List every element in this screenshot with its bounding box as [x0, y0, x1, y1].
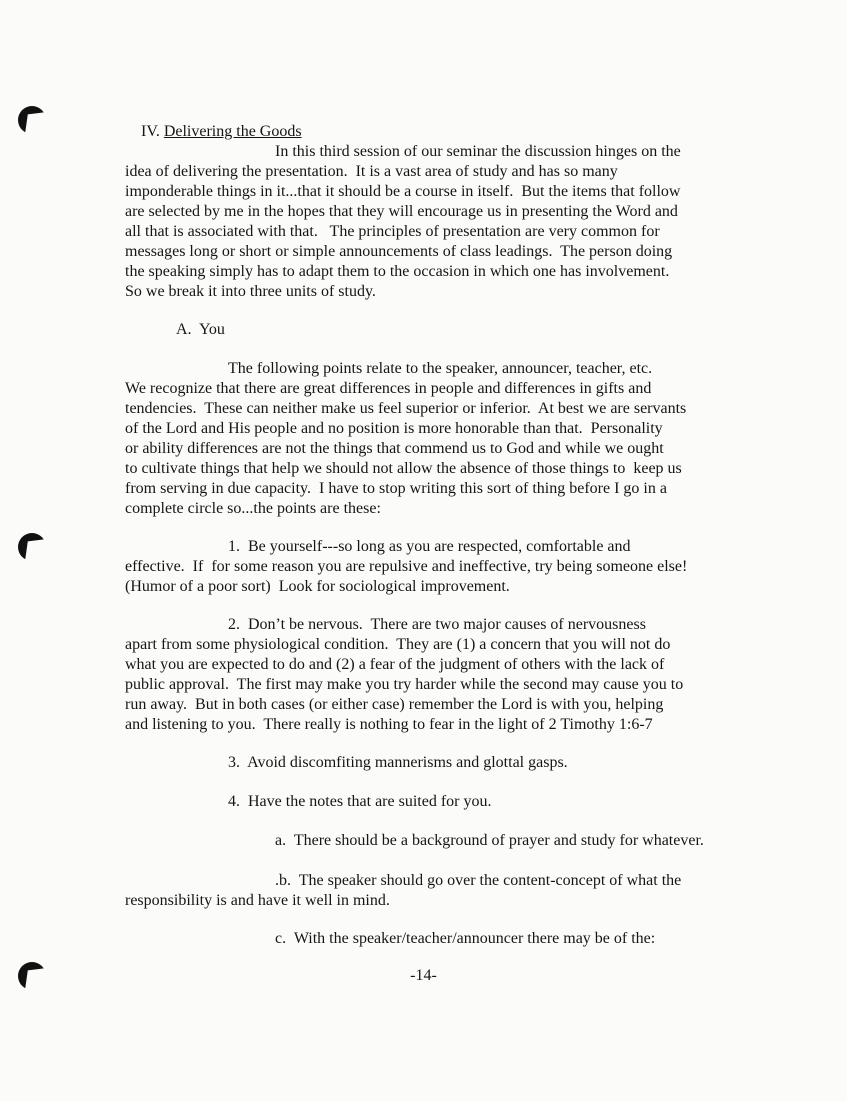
paragraph-line: or ability differences are not the things that commend us to God and while we ought	[125, 440, 664, 457]
paragraph-line: messages long or short or simple announcements of class leadings. The person doing	[125, 243, 673, 260]
paragraph-line: The following points relate to the speaker, announcer, teacher, etc.	[228, 360, 653, 377]
paragraph-line: tendencies. These can neither make us feel superior or inferior. At best we are servants	[125, 400, 687, 417]
point-1-line: (Humor of a poor sort) Look for sociological improvement.	[125, 578, 510, 595]
punch-hole-middle	[18, 533, 46, 561]
paragraph-line: all that is associated with that. The principles of presentation are very common for	[125, 223, 660, 240]
paragraph-line: We recognize that there are great differences in people and differences in gifts and	[125, 380, 652, 397]
paragraph-line: the speaking simply has to adapt them to the occasion in which one has involvement.	[125, 263, 670, 280]
point-4: 4. Have the notes that are suited for you.	[228, 793, 492, 810]
paragraph-line: from serving in due capacity. I have to stop writing this sort of thing before I go in a	[125, 480, 667, 497]
paragraph-line: are selected by me in the hopes that they will encourage us in presenting the Word and	[125, 203, 678, 220]
section-title: Delivering the Goods	[163, 123, 302, 140]
paragraph-line: imponderable things in it...that it should be a course in itself. But the items that follow	[125, 183, 681, 200]
item-b-line: .b. The speaker should go over the content-concept of what the	[275, 872, 682, 889]
point-1-line: 1. Be yourself---so long as you are respected, comfortable and	[228, 538, 631, 555]
paragraph-line: idea of delivering the presentation. It is a vast area of study and has so many	[125, 163, 618, 180]
point-2-line: 2. Don’t be nervous. There are two major causes of nervousness	[228, 616, 646, 633]
point-3: 3. Avoid discomfiting mannerisms and glottal gasps.	[228, 754, 568, 771]
paragraph-line: to cultivate things that help we should not allow the absence of those things to keep us	[125, 460, 682, 477]
subsection-heading: A. You	[176, 321, 225, 338]
item-c: c. With the speaker/teacher/announcer there may be of the:	[275, 930, 656, 947]
paragraph-line: So we break it into three units of study.	[125, 283, 376, 300]
point-2-line: apart from some physiological condition. They are (1) a concern that you will not do	[125, 636, 671, 653]
point-2-line: run away. But in both cases (or either case) remember the Lord is with you, helping	[125, 696, 664, 713]
item-a: a. There should be a background of prayer and study for whatever.	[275, 832, 704, 849]
point-2-line: and listening to you. There really is nothing to fear in the light of 2 Timothy 1:6-7	[125, 716, 653, 733]
point-2-line: what you are expected to do and (2) a fear of the judgment of others with the lack of	[125, 656, 665, 673]
paragraph-line: complete circle so...the points are these:	[125, 500, 381, 517]
page-number: -14-	[410, 967, 437, 984]
point-1-line: effective. If for some reason you are repulsive and ineffective, try being someone else!	[125, 558, 688, 575]
section-number: IV.	[141, 123, 160, 140]
point-2-line: public approval. The first may make you try harder while the second may cause you to	[125, 676, 684, 693]
paragraph-line: In this third session of our seminar the discussion hinges on the	[275, 143, 681, 160]
item-b-line: responsibility is and have it well in mind.	[125, 892, 390, 909]
punch-hole-top	[18, 106, 46, 134]
paragraph-line: of the Lord and His people and no position is more honorable than that. Personality	[125, 420, 663, 437]
